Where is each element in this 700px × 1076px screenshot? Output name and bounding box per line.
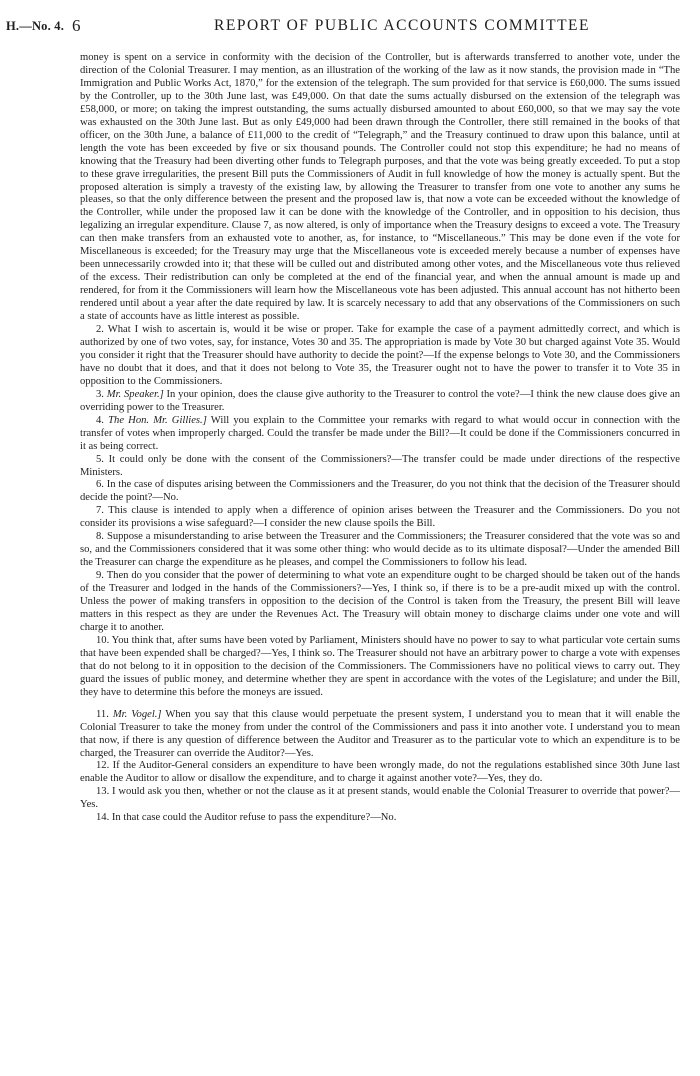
question-8 (80, 531, 680, 570)
question-text: You think that, after sums have been voted by Parliament, Ministers should have no power to say to what particular vote certain sums that have been expended shall be charged?—Yes, I think so. The Treasurer should not have an arbitrary power to charge a vote with expenses that do not belong to it in opposition to the decision of the Commissioners. The Commissioners have no political views to carry out. They guard the issues of public money, and determine whether they are spent in accordance with the votes of the Legislature; and under the Bill, they have to determine this before the moneys are issued. (80, 634, 680, 698)
question-6 (80, 479, 680, 505)
question-12 (80, 760, 680, 786)
question-number: 2. (96, 324, 104, 336)
question-text: Then do you consider that the power of determining to what vote an expenditure ought to be charged should be taken out of the hands of the Treasurer and lodged in the hands of the Commissioners?—Yes, I think so, if there is to be a pre-audit mixed up with the control. Unless the power of making transfers in opposition to the decision of the Control is taken from the Treasury, the present Bill will leave matters in this respect as they are under the Revenues Act. The Treasury will obtain money to discharge claims under one vote and will charge it to another. (80, 570, 680, 633)
question-text: What I wish to ascertain is, would it be wise or proper. Take for example the case of a payment admittedly correct, and which is authorized by one of two votes, say, for instance, Votes 30 and 35. The appropriation is made by Vote 30 but charged against Vote 35. Would you consider it right that the Treasurer should have authority to decide the point?—If the expense belongs to Vote 30, and the Commissioners have no doubt that it does, and that it does not belong to Vote 35, the Treasurer ought not to have the power to transfer it to Vote 35 in opposition to the Commissioners. (80, 324, 680, 387)
question-text: If the Auditor-General considers an expenditure to have been wrongly made, do not the regulations established since 30th June last enable the Auditor to allow or disallow the expenditure, and to charge it against another vote?—Yes, they do. (80, 760, 680, 785)
question-number: 7. (96, 505, 104, 517)
question-number: 11. (96, 708, 109, 720)
question-number: 12. (96, 760, 110, 772)
question-number: 10. (96, 634, 110, 646)
page-number: 6 (72, 16, 81, 35)
question-text: I would ask you then, whether or not the clause as it at present stands, would enable the Colonial Treasurer to override that power?—Yes. (80, 786, 680, 811)
question-number: 8. (96, 531, 104, 543)
question-number: 4. (96, 414, 104, 426)
speaker-name: Mr. Speaker.] (106, 388, 164, 400)
question-number: 5. (96, 453, 104, 465)
page-header (6, 15, 694, 41)
paragraph-text: money is spent on a service in conformity with the decision of the Controller, but is afterwards transferred to another vote, under the direction of the Colonial Treasurer. I may mention, as an illustration of the working of the law as it now stands, the provision made in “The Immigration and Public Works Act, 1870,” for the extension of the telegraph. The sum provided for that service is £60,000. The sums issued by the Controller, up to the 30th June last, was £49,000. On that date the sums actually disbursed on the extension of the telegraph was £58,000, or more; on taking the imprest outstanding, the sums actually disbursed amounted to about £60,000, so that we may say the vote was exhausted on the 30th June last. But as only £49,000 had been drawn through the Controller, there still remained in the books of that officer, on the 30th June, a balance of £11,000 to the credit of “Telegraph,” and the Treasury continued to draw upon this balance, until at length the vote has been exceeded by five or six thousand pounds. The Controller could not stop this expenditure; he had no means of knowing that the Treasury had been diverting other funds to Telegraph purposes, and that the vote was being greatly exceeded. To put a stop to these grave irregularities, the present Bill puts the Commissioners of Audit in full knowledge of how the money is actually spent. But the proposed alteration is simply a travesty of the existing law, by allowing the Treasurer to transfer from one vote to another any sums he pleases, so that the only difference between the present and the proposed law is, that now a vote can be exceeded without the knowledge of the Controller, while under the proposed law it can be done with the knowledge of the Controller, and in opposition to his decision, thus legalizing an irregular expenditure. Clause 7, as now altered, is only of importance when the Treasury designs to exceed a vote. The Treasury can then make transfers from an exhausted vote to another, as, for instance, to “Miscellaneous.” This may be done even if the vote for Miscellaneous is exceeded; for the Treasury may urge that the Miscellaneous vote is exceeded merely because a number of expenses have been unnecessarily crowded into it; that these will be culled out and distributed among other votes, and the Miscellaneous vote thus relieved of the excess. Their redistribution can only be completed at the end of the financial year, and when the annual amount is made up and rendered, for from it the Commissioners will learn how the Miscellaneous vote has been adjusted. This annual account has not hitherto been rendered until about a year after the date required by law. It is scarcely necessary to add that any observations of the Commissioners on such a state of accounts have as little interest as possible. (80, 52, 680, 323)
speaker-name: Mr. Vogel.] (112, 708, 162, 720)
question-text: In your opinion, does the clause give authority to the Treasurer to control the vote?—I think the new clause does give an overriding power to the Treasurer. (80, 388, 680, 413)
question-11 (80, 709, 680, 761)
document-reference: H.—No. 4. (6, 19, 65, 33)
question-number: 14. (96, 812, 110, 824)
question-text: Will you explain to the Committee your remarks with regard to what would occur in connection with the transfer of votes when improperly charged. Could the transfer be made under the Bill?—It could be done if the Commissioners concurred in it as being correct. (80, 414, 680, 452)
question-9 (80, 570, 680, 635)
question-text: This clause is intended to apply when a difference of opinion arises between the Treasurer and the Commissioners. Do you not consider its provisions a wise safeguard?—I consider the new clause spoils the Bill. (80, 505, 680, 530)
page-title: REPORT OF PUBLIC ACCOUNTS COMMITTEE (214, 17, 590, 34)
question-10 (80, 635, 680, 700)
question-number: 6. (96, 479, 104, 491)
question-14 (80, 812, 680, 825)
speaker-name: The Hon. Mr. Gillies.] (108, 414, 207, 426)
question-text: Suppose a misunderstanding to arise between the Treasurer and the Commissioners; the Treasurer considered that the vote was so and so, and the Commissioners considered that it was some other thing: who would decide as to its ultimate disposal?—Under the amended Bill the Treasurer can charge the expenditure as he pleases, and compel the Commissioners to follow his lead. (80, 531, 680, 569)
question-number: 9. (96, 570, 104, 582)
question-text: When you say that this clause would perpetuate the present system, I understand you to mean that it will enable the Colonial Treasurer to take the money from under the control of the Commissioners and pass it into another vote. I understand you to mean that now, if there is any question of difference between the Auditor and Treasurer as to the particular vote to which an expenditure is to be charged, the Treasurer can override the Auditor?—Yes. (80, 708, 680, 759)
question-5 (80, 454, 680, 480)
question-3 (80, 389, 680, 415)
question-2 (80, 324, 680, 389)
page-body (80, 52, 680, 825)
question-7 (80, 505, 680, 531)
question-13 (80, 786, 680, 812)
question-text: In that case could the Auditor refuse to pass the expenditure?—No. (111, 812, 397, 824)
question-text: In the case of disputes arising between the Commissioners and the Treasurer, do you not think that the decision of the Treasurer should decide the point?—No. (80, 479, 680, 504)
paragraph-continued (80, 52, 680, 324)
question-number: 3. (96, 388, 104, 400)
question-text: It could only be done with the consent of the Commissioners?—The transfer could be made under directions of the respective Ministers. (80, 453, 680, 478)
question-number: 13. (96, 786, 110, 798)
question-4 (80, 415, 680, 454)
